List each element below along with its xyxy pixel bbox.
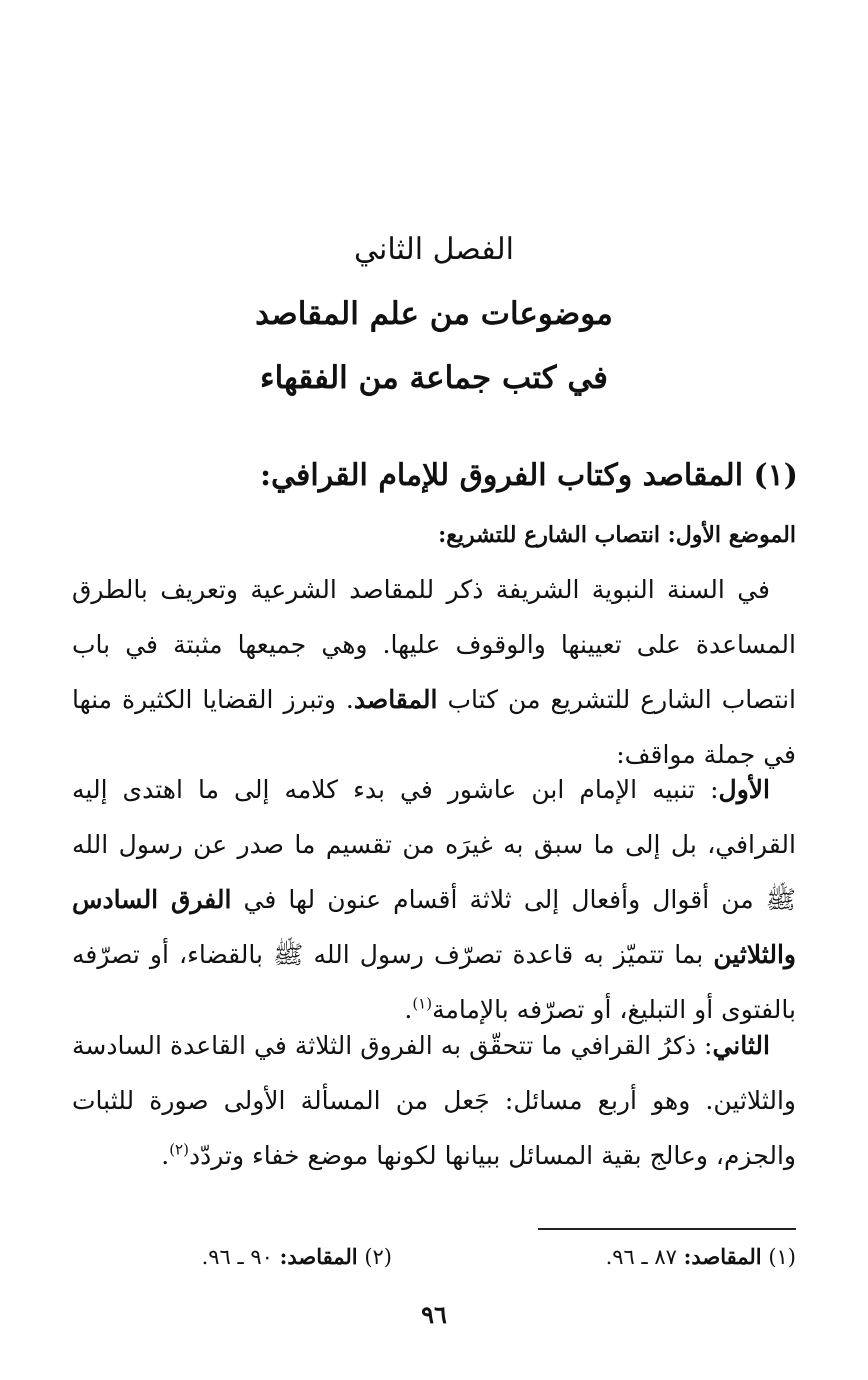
footnote-label: المقاصد: xyxy=(279,1244,358,1269)
paragraph-intro xyxy=(72,562,796,782)
footnote-number: (١) xyxy=(768,1245,796,1269)
footnote-divider xyxy=(538,1228,796,1230)
paragraph-text: : تنبيه الإمام ابن عاشور في بدء كلامه إلى ما اهتدى إليه القرافي، بل إلى ما سبق به غيرَه من تقسيم ما صدر عن رسول الله ﷺ من أقوال وأفعال إلى ثلاثة أقسام عنون لها في xyxy=(72,775,796,914)
footnote-ref[interactable]: (١) xyxy=(412,994,433,1013)
paragraph-end: . xyxy=(161,1141,170,1170)
paragraph-second-point xyxy=(72,1018,796,1183)
footnote-label: المقاصد: xyxy=(683,1244,762,1269)
point-lead: الثاني xyxy=(712,1031,770,1060)
paragraph-first-point xyxy=(72,762,796,1037)
footnote-range: ٨٧ ـ ٩٦. xyxy=(605,1245,677,1269)
footnote-number: (٢) xyxy=(364,1245,392,1269)
chapter-subtitle: في كتب جماعة من الفقهاء xyxy=(260,360,608,396)
footnote-ref[interactable]: (٢) xyxy=(169,1140,189,1159)
chapter-title: موضوعات من علم المقاصد xyxy=(255,296,613,332)
section-title: (١) المقاصد وكتاب الفروق للإمام القرافي: xyxy=(259,458,798,493)
footnote-2 xyxy=(202,1244,392,1269)
chapter-number: الفصل الثاني xyxy=(354,232,514,267)
paragraph-text: بما تتميّز به قاعدة تصرّف رسول الله ﷺ بالقضاء، أو تصرّفه بالفتوى أو التبليغ، أو تصرّفه بالإمامة xyxy=(72,940,796,1024)
footnote-range: ٩٠ ـ ٩٦. xyxy=(201,1245,273,1269)
point-lead: الأول xyxy=(718,775,770,804)
bold-term: المقاصد xyxy=(353,685,438,714)
section-subheading: الموضع الأول: انتصاب الشارع للتشريع: xyxy=(438,522,796,548)
footnote-1 xyxy=(606,1244,796,1269)
paragraph-text: في السنة النبوية الشريفة ذكر للمقاصد الشرعية وتعريف بالطرق المساعدة على تعيينها والوقوف عليها. وهي جميعها مثبتة في باب انتصاب الشارع للتشريع من كتاب xyxy=(72,575,796,714)
paragraph-text: : ذكرُ القرافي ما تتحقّق به الفروق الثلاثة في القاعدة السادسة والثلاثين. وهو أربع مسائل: جَعل من المسألة الأولى صورة للثبات والجزم، وعالج بقية المسائل ببيانها لكونها موضع خفاء وتردّد xyxy=(72,1031,796,1170)
page-number: ٩٦ xyxy=(421,1300,447,1329)
bold-term: الفرق السادس والثلاثين xyxy=(72,885,796,969)
paragraph-text: . وتبرز القضايا الكثيرة منها في جملة مواقف: xyxy=(72,685,796,769)
paragraph-end: . xyxy=(404,995,413,1024)
